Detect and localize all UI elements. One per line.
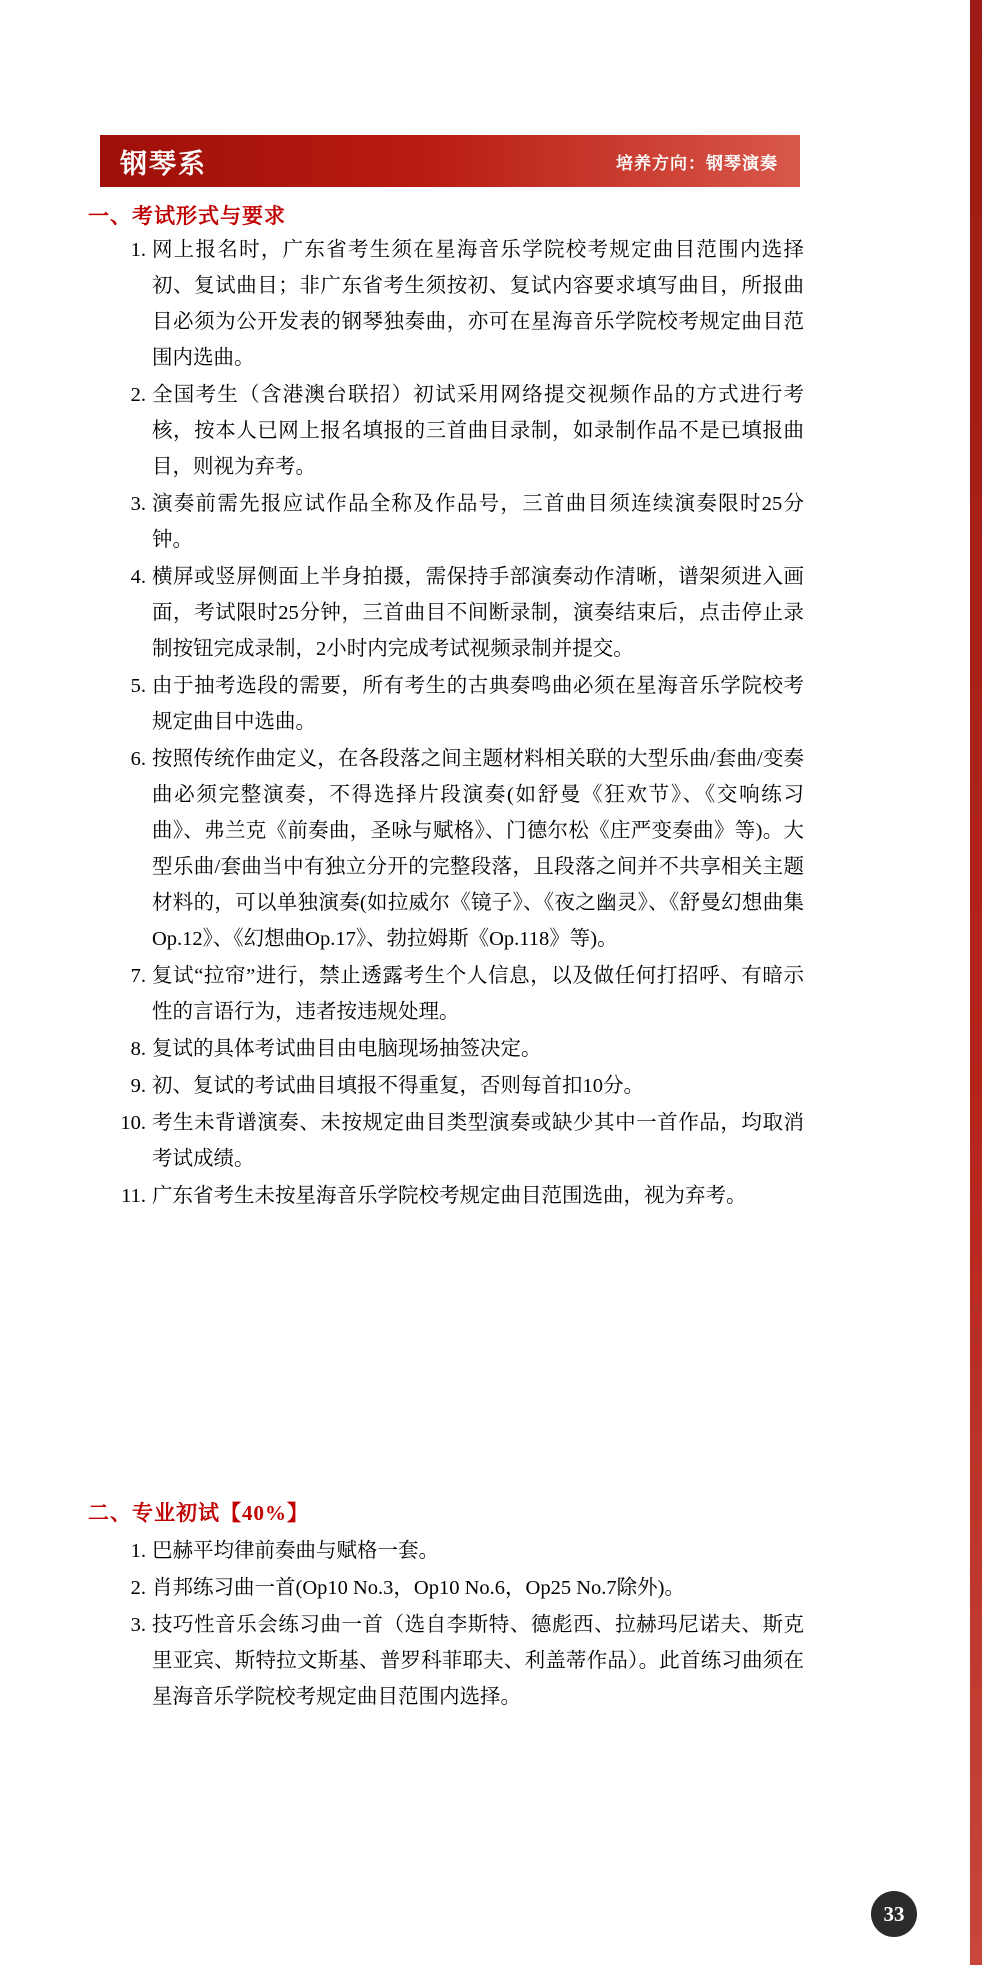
list-item: [104, 559, 804, 667]
section-heading-1: 一、考试形式与要求: [88, 204, 286, 228]
list-item-number: 1.: [130, 1540, 146, 1562]
list-item: [104, 377, 804, 485]
list-item-text: 广东省考生未按星海音乐学院校考规定曲目范围选曲，视为弃考。: [152, 1185, 747, 1207]
list-item-text: 横屏或竖屏侧面上半身拍摄，需保持手部演奏动作清晰，谱架须进入画面，考试限时25分钟，三首曲目不间断录制，演奏结束后，点击停止录制按钮完成录制，2小时内完成考试视频录制并提交。: [152, 566, 804, 660]
page-number-badge: 33: [871, 1891, 917, 1937]
list-item-number: 8.: [130, 1038, 146, 1060]
list-item-number: 9.: [130, 1075, 146, 1097]
list-item-text: 网上报名时，广东省考生须在星海音乐学院校考规定曲目范围内选择初、复试曲目；非广东省考生须按初、复试内容要求填写曲目，所报曲目必须为公开发表的钢琴独奏曲，亦可在星海音乐学院校考规定曲目范围内选曲。: [152, 239, 804, 369]
training-direction-value: 钢琴演奏: [706, 153, 778, 173]
list-item-number: 1.: [130, 239, 146, 261]
edge-decoration-bar: [970, 0, 982, 1965]
list-item: [104, 1570, 804, 1606]
list-item: [104, 1031, 804, 1067]
list-item: [104, 668, 804, 740]
list-item-number: 7.: [130, 965, 146, 987]
list-item-text: 初、复试的考试曲目填报不得重复，否则每首扣10分。: [152, 1075, 644, 1097]
training-direction-label: 培养方向：: [616, 153, 706, 173]
list-item-text: 肖邦练习曲一首(Op10 No.3，Op10 No.6，Op25 No.7除外)。: [152, 1577, 685, 1599]
list-item-number: 5.: [130, 675, 146, 697]
list-item: [104, 1105, 804, 1177]
list-item: [104, 741, 804, 957]
preliminary-exam-list: [104, 1533, 804, 1716]
list-item-text: 巴赫平均律前奏曲与赋格一套。: [152, 1540, 439, 1562]
list-item: [104, 1607, 804, 1715]
list-item: [104, 232, 804, 376]
list-item-text: 考生未背谱演奏、未按规定曲目类型演奏或缺少其中一首作品，均取消考试成绩。: [152, 1112, 804, 1170]
list-item: [104, 958, 804, 1030]
exam-requirements-list: [104, 232, 804, 1215]
list-item-text: 复试“拉帘”进行，禁止透露考生个人信息，以及做任何打招呼、有暗示性的言语行为，违者按违规处理。: [152, 965, 804, 1023]
list-item-text: 由于抽考选段的需要，所有考生的古典奏鸣曲必须在星海音乐学院校考规定曲目中选曲。: [152, 675, 804, 733]
list-item: [104, 486, 804, 558]
list-item-text: 技巧性音乐会练习曲一首（选自李斯特、德彪西、拉赫玛尼诺夫、斯克里亚宾、斯特拉文斯基、普罗科菲耶夫、利盖蒂作品）。此首练习曲须在星海音乐学院校考规定曲目范围内选择。: [152, 1614, 804, 1708]
list-item-text: 全国考生（含港澳台联招）初试采用网络提交视频作品的方式进行考核，按本人已网上报名填报的三首曲目录制，如录制作品不是已填报曲目，则视为弃考。: [152, 384, 804, 478]
list-item: [104, 1178, 804, 1214]
list-item-number: 3.: [130, 1614, 146, 1636]
list-item-number: 2.: [130, 384, 146, 406]
list-item-text: 复试的具体考试曲目由电脑现场抽签决定。: [152, 1038, 542, 1060]
list-item-number: 10.: [120, 1112, 146, 1134]
list-item-number: 6.: [130, 748, 146, 770]
section-heading-2: 二、专业初试【40%】: [88, 1501, 309, 1525]
list-item-number: 4.: [130, 566, 146, 588]
list-item-text: 按照传统作曲定义，在各段落之间主题材料相关联的大型乐曲/套曲/变奏曲必须完整演奏，不得选择片段演奏(如舒曼《狂欢节》、《交响练习曲》、弗兰克《前奏曲，圣咏与赋格》、门德尔松《庄严变奏曲》等)。大型乐曲/套曲当中有独立分开的完整段落，且段落之间并不共享相关主题材料的，可以单独演奏(如拉威尔《镜子》、《夜之幽灵》、《舒曼幻想曲集Op.12》、《幻想曲Op.17》、勃拉姆斯《Op.118》等)。: [152, 748, 804, 950]
training-direction: [616, 149, 778, 174]
department-title: 钢琴系: [120, 148, 207, 179]
list-item-number: 3.: [130, 493, 146, 515]
list-item-number: 11.: [121, 1185, 146, 1207]
department-banner: [100, 135, 800, 187]
list-item-number: 2.: [130, 1577, 146, 1599]
list-item-text: 演奏前需先报应试作品全称及作品号，三首曲目须连续演奏限时25分钟。: [152, 493, 804, 551]
list-item: [104, 1533, 804, 1569]
list-item: [104, 1068, 804, 1104]
